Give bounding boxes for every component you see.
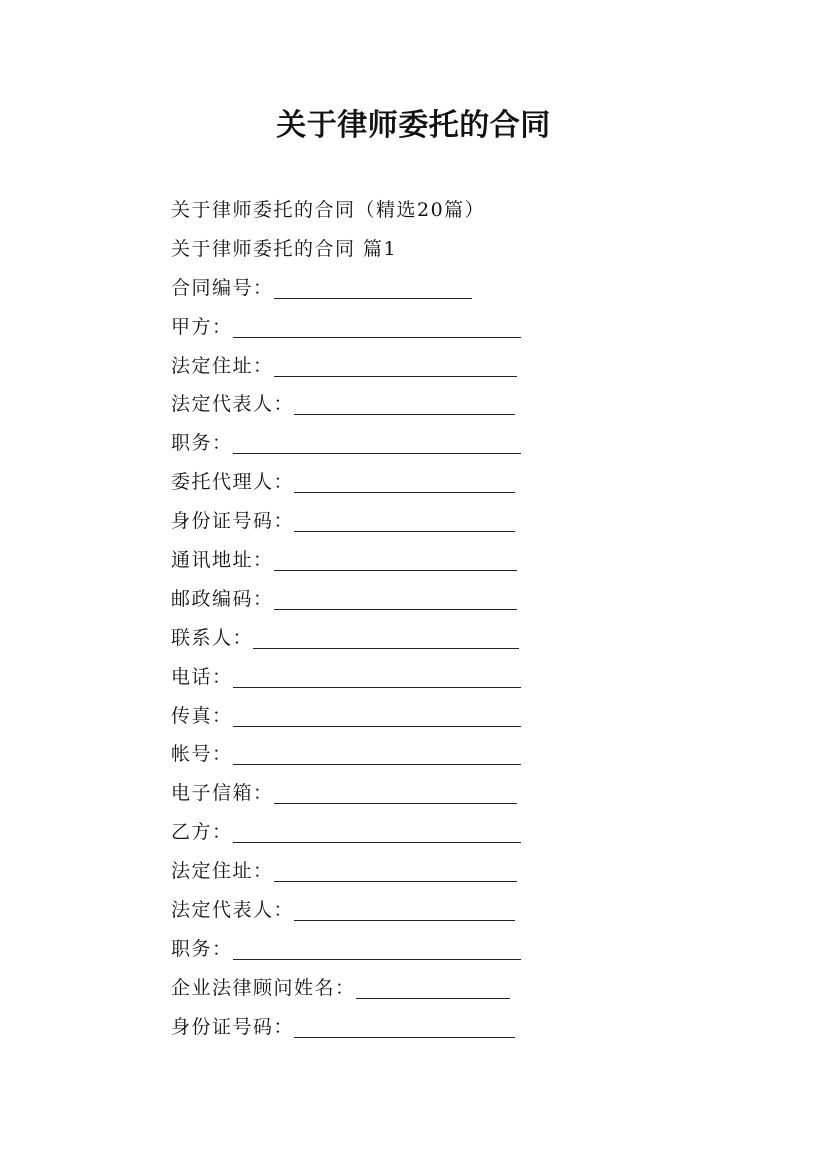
field-label: 帐号：: [171, 743, 233, 766]
field-blank[interactable]: [294, 390, 515, 415]
field-blank[interactable]: [233, 818, 521, 843]
field-blank[interactable]: [356, 974, 510, 999]
field-blank[interactable]: [294, 896, 515, 921]
field-blank[interactable]: [233, 740, 521, 765]
field-line-position-b: [171, 935, 571, 974]
field-label: 职务：: [171, 937, 233, 960]
field-label: 职务：: [171, 432, 233, 455]
field-line-mailing-address: [171, 546, 571, 585]
field-blank[interactable]: [274, 274, 472, 299]
field-blank[interactable]: [233, 935, 521, 960]
field-blank[interactable]: [233, 429, 521, 454]
field-label: 身份证号码：: [171, 1015, 295, 1038]
field-line-postal-code: [171, 585, 571, 624]
field-blank[interactable]: [233, 663, 521, 688]
field-blank[interactable]: [233, 702, 521, 727]
field-line-legal-rep: [171, 390, 571, 429]
field-line-position: [171, 429, 571, 468]
field-label: 联系人：: [171, 626, 254, 649]
field-label: 法定住址：: [171, 354, 274, 377]
field-blank[interactable]: [274, 779, 517, 804]
field-blank[interactable]: [274, 857, 517, 882]
field-label: 法定住址：: [171, 860, 274, 883]
field-line-id-number-b: [171, 1013, 571, 1052]
field-label: 身份证号码：: [171, 510, 295, 533]
field-label: 传真：: [171, 704, 233, 727]
document-subtitle: 关于律师委托的合同（精选20篇）: [171, 199, 486, 221]
field-blank[interactable]: [274, 546, 517, 571]
field-line-id-number: [171, 507, 571, 546]
field-line-counsel-name: [171, 974, 571, 1013]
field-label: 企业法律顾问姓名：: [171, 976, 356, 999]
field-line-address-b: [171, 857, 571, 896]
field-blank[interactable]: [294, 468, 515, 493]
field-line-address: [171, 352, 571, 391]
field-line-legal-rep-b: [171, 896, 571, 935]
field-line-party-b: [171, 818, 571, 857]
field-label: 电话：: [171, 665, 233, 688]
field-label: 邮政编码：: [171, 587, 274, 610]
field-blank[interactable]: [294, 507, 515, 532]
field-label: 甲方：: [171, 315, 233, 338]
document-title: 关于律师委托的合同: [276, 108, 551, 143]
field-label: 委托代理人：: [171, 471, 295, 494]
field-label: 电子信箱：: [171, 782, 274, 805]
field-line-account: [171, 740, 571, 779]
field-line-contact: [171, 624, 571, 663]
field-blank[interactable]: [253, 624, 519, 649]
field-line-contract-number: [171, 274, 571, 313]
field-label: 乙方：: [171, 821, 233, 844]
field-line-agent: [171, 468, 571, 507]
field-blank[interactable]: [294, 1013, 515, 1038]
field-line-email: [171, 779, 571, 818]
section-heading: 关于律师委托的合同 篇1: [171, 237, 398, 260]
field-label: 法定代表人：: [171, 393, 295, 416]
field-blank[interactable]: [274, 352, 517, 377]
field-blank[interactable]: [274, 585, 517, 610]
field-label: 法定代表人：: [171, 899, 295, 922]
field-line-phone: [171, 663, 571, 702]
field-line-party-a: [171, 313, 571, 352]
document-body: [171, 196, 571, 1052]
field-label: 合同编号：: [171, 276, 274, 299]
field-label: 通讯地址：: [171, 549, 274, 572]
field-blank[interactable]: [233, 313, 521, 338]
field-line-fax: [171, 702, 571, 741]
